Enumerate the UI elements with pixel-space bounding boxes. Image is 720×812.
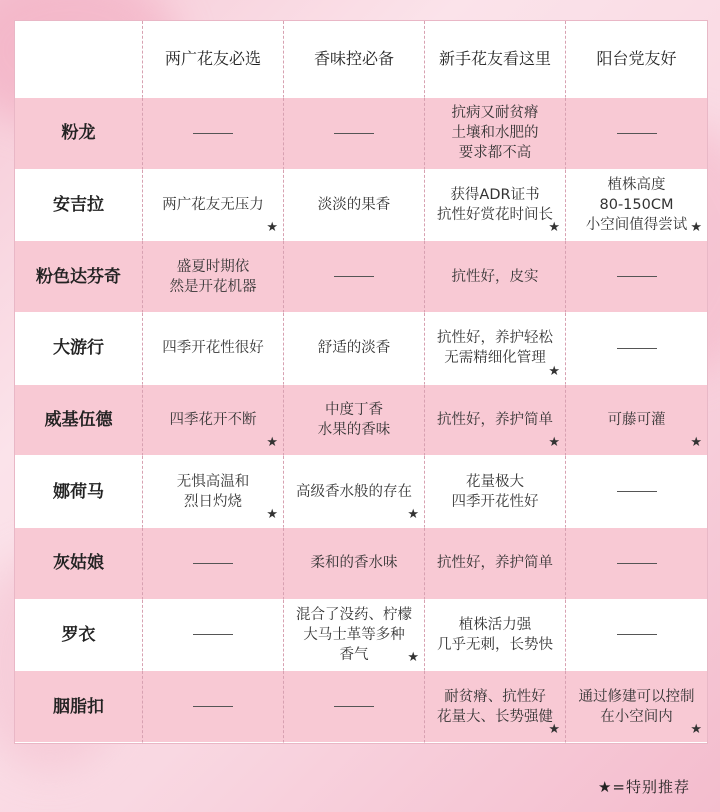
rose-name: 罗衣 xyxy=(15,600,143,672)
table-cell xyxy=(284,241,425,313)
table-cell xyxy=(143,456,284,528)
rose-name: 胭脂扣 xyxy=(15,671,143,743)
cell-text: 四季开花性很好 xyxy=(162,340,264,357)
rose-name: 安吉拉 xyxy=(15,170,143,242)
column-header: 香味控必备 xyxy=(284,21,425,98)
table-cell xyxy=(143,600,284,672)
table-cell xyxy=(566,385,707,457)
empty-dash xyxy=(617,634,657,635)
rose-name: 灰姑娘 xyxy=(15,528,143,600)
table-cell xyxy=(284,456,425,528)
table-cell xyxy=(284,528,425,600)
table-cell xyxy=(425,170,566,242)
table-cell xyxy=(143,313,284,385)
cell-text: 花量极大 四季开花性好 xyxy=(451,473,539,510)
star-icon: ★ xyxy=(548,220,560,236)
cell-text: 抗性好，养护简单 xyxy=(437,411,553,428)
table-cell xyxy=(284,170,425,242)
legend-note: ★=特别推荐 xyxy=(597,778,690,796)
star-icon: ★ xyxy=(548,435,560,451)
table-cell xyxy=(566,98,707,170)
rose-name: 大游行 xyxy=(15,313,143,385)
cell-text: 抗病又耐贫瘠 土壤和水肥的 要求都不高 xyxy=(451,105,539,162)
empty-dash xyxy=(334,706,374,707)
empty-dash xyxy=(617,491,657,492)
cell-text: 柔和的香水味 xyxy=(310,555,398,572)
column-header: 新手花友看这里 xyxy=(425,21,566,98)
table-cell xyxy=(425,98,566,170)
table-cell xyxy=(425,385,566,457)
table-cell xyxy=(425,456,566,528)
table-cell xyxy=(425,528,566,600)
cell-text: 无惧高温和 烈日灼烧 xyxy=(176,473,250,510)
table-cell xyxy=(284,385,425,457)
cell-text: 抗性好，皮实 xyxy=(451,268,539,285)
empty-dash xyxy=(617,563,657,564)
rose-name: 粉龙 xyxy=(15,98,143,170)
star-icon: ★ xyxy=(407,506,419,522)
rose-name: 威基伍德 xyxy=(15,385,143,457)
empty-dash xyxy=(334,276,374,277)
table-cell xyxy=(566,313,707,385)
star-icon: ★ xyxy=(266,435,278,451)
cell-text: 抗性好，养护轻松 无需精细化管理 xyxy=(437,330,553,367)
star-icon: ★ xyxy=(266,220,278,236)
table-cell xyxy=(143,170,284,242)
table-cell xyxy=(143,671,284,743)
table-cell xyxy=(566,528,707,600)
empty-dash xyxy=(193,634,233,635)
star-icon: ★ xyxy=(407,650,419,666)
table-cell xyxy=(284,671,425,743)
cell-text: 四季花开不断 xyxy=(169,411,257,428)
cell-text: 植株高度 80-150CM 小空间值得尝试 xyxy=(585,176,688,233)
table-cell xyxy=(143,98,284,170)
table-cell xyxy=(425,671,566,743)
table-cell xyxy=(566,671,707,743)
cell-text: 获得ADR证书 抗性好赏花时间长 xyxy=(437,186,553,223)
empty-dash xyxy=(617,133,657,134)
empty-dash xyxy=(193,563,233,564)
table-cell xyxy=(425,313,566,385)
cell-text: 通过修建可以控制 在小空间内 xyxy=(578,688,695,725)
cell-text: 两广花友无压力 xyxy=(162,196,264,213)
table-cell xyxy=(284,313,425,385)
column-header: 两广花友必选 xyxy=(143,21,284,98)
cell-text: 可藤可灌 xyxy=(607,411,666,428)
empty-dash xyxy=(617,348,657,349)
star-icon: ★ xyxy=(690,721,702,737)
star-icon: ★ xyxy=(548,363,560,379)
cell-text: 高级香水般的存在 xyxy=(296,483,412,500)
rose-comparison-table xyxy=(14,20,708,744)
rose-name: 娜荷马 xyxy=(15,456,143,528)
column-header: 阳台党友好 xyxy=(566,21,707,98)
header-corner xyxy=(15,21,143,98)
empty-dash xyxy=(334,133,374,134)
star-icon: ★ xyxy=(690,220,702,236)
table-cell xyxy=(566,170,707,242)
star-icon: ★ xyxy=(548,721,560,737)
table-cell xyxy=(143,528,284,600)
table-cell xyxy=(143,241,284,313)
cell-text: 抗性好，养护简单 xyxy=(437,555,553,572)
empty-dash xyxy=(617,276,657,277)
table-cell xyxy=(566,456,707,528)
table-cell xyxy=(566,600,707,672)
empty-dash xyxy=(193,706,233,707)
cell-text: 植株活力强 几乎无刺，长势快 xyxy=(437,616,553,653)
table-cell xyxy=(284,98,425,170)
table-cell xyxy=(143,385,284,457)
cell-text: 耐贫瘠、抗性好 花量大、长势强健 xyxy=(437,688,553,725)
cell-text: 混合了没药、柠檬 大马士革等多种 香气 xyxy=(296,606,412,663)
empty-dash xyxy=(193,133,233,134)
table-cell xyxy=(284,600,425,672)
star-icon: ★ xyxy=(266,506,278,522)
cell-text: 淡淡的果香 xyxy=(317,196,391,213)
star-icon: ★ xyxy=(690,435,702,451)
cell-text: 舒适的淡香 xyxy=(317,340,391,357)
table-cell xyxy=(425,600,566,672)
cell-text: 中度丁香 水果的香味 xyxy=(317,401,391,438)
cell-text: 盛夏时期依 然是开花机器 xyxy=(169,258,257,295)
table-cell xyxy=(425,241,566,313)
table-cell xyxy=(566,241,707,313)
rose-name: 粉色达芬奇 xyxy=(15,241,143,313)
